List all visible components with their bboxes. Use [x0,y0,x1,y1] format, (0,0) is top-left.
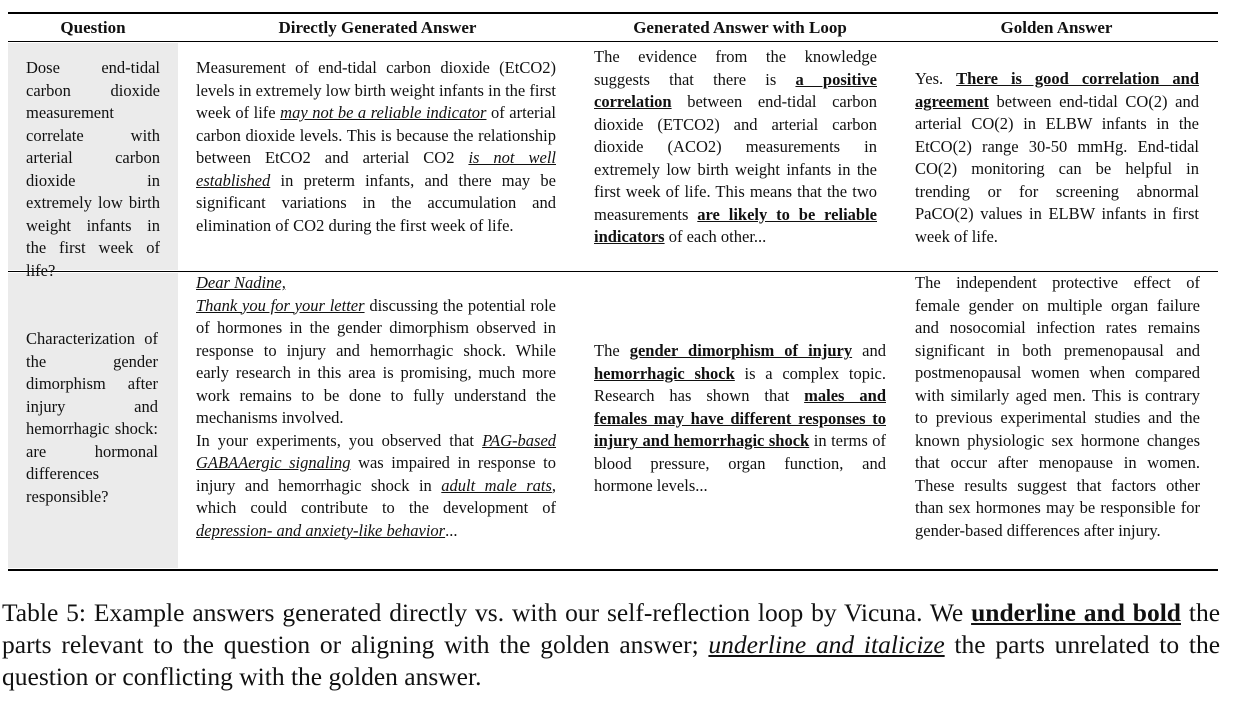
header-rule [8,41,1218,42]
row2-loop-answer: The gender dimorphism of injury and hemorrhagic shock is a complex topic. Research has shown that males and females may have different responses to injury and hemorrhagic shock in terms of blood pressure, organ function, and hormone levels... [594,341,887,495]
row1-golden-answer: Yes. There is good correlation and agreement between end-tidal CO(2) and arterial CO(2) in ELBW infants in the EtCO(2) range 30-50 mmHg. End-tidal CO(2) monitoring can be helpful in trending or for screening abnormal PaCO(2) values in ELBW infants in first week of life. [915,69,1199,246]
row2-loop-relevant-2: hemorrhagic shock [594,363,735,383]
bottom-rule [8,569,1218,571]
row2-direct-unrelated-1: Dear Nadine, [196,273,286,292]
header-golden-answer: Golden Answer [1000,18,1113,37]
row2-direct-unrelated-2: Thank you for your letter [196,295,365,315]
caption-bold-underline-sample: underline and bold [971,598,1181,627]
row2-question: Characterization of the gender dimorphism after injury and hemorrhagic shock: are hormonal differences responsible? [26,329,158,506]
row1-golden-relevant: There is good correlation and agreement [915,69,1199,111]
row1-loop-answer: The evidence from the knowledge suggests that there is a positive correlation between end-tidal carbon dioxide (ETCO2) and arterial carbon dioxide (ACO2) measurements in extremely low birth weight infants in the first week of life. This means that the two measurements are likely to be reliable indicators of each other... [594,47,878,246]
row1-direct-unrelated-1: may not be a reliable indicator [280,103,487,122]
row2-direct-unrelated-5: depression- and anxiety-like behavior [196,520,446,540]
caption-italic-underline-sample: underline and italicize [708,630,945,659]
row2-loop-relevant-1: gender dimorphism of injury [629,341,853,360]
row1-loop-relevant-1: a positive correlation [594,69,877,111]
row1-question: Dose end-tidal carbon dioxide measurement correlate with arterial carbon dioxide in extremely low birth weight infants in the first week of life? [26,58,160,280]
row2-direct-unrelated-4: adult male rats [441,475,552,495]
header-question: Question [60,18,126,37]
table-caption: Table 5: Example answers generated directly vs. with our self-reflection loop by Vicuna. We underline and bold the parts relevant to the question or aligning with the golden answer; underline and italicize the parts unrelated to the question or conflicting with the golden answer. [2,598,1221,691]
header-loop-answer: Generated Answer with Loop [633,18,847,37]
row1-loop-relevant-2: are likely to be reliable indicators [594,204,878,246]
row2-golden-answer: The independent protective effect of female gender on multiple organ failure and nosocomial infection rates remains significant in both premenopausal and postmenopausal women when compared with similarly aged men. This is contrary to previous experimental studies and the known physiologic sex hormone changes that occur after menopause in women. These results suggest that factors other than sex hormones may be responsible for gender-based differences after injury. [915,273,1200,540]
row2-loop-relevant-3: males and females may have different responses to injury and hemorrhagic shock [594,386,886,450]
row1-direct-unrelated-2: is not well established [196,148,556,190]
header-direct-answer: Directly Generated Answer [278,18,477,37]
row2-direct-unrelated-3: PAG-based GABAAergic signaling [196,430,557,472]
top-rule [8,12,1218,14]
row2-direct-answer: Dear Nadine, Thank you for your letter discussing the potential role of hormones in the gender dimorphism observed in response to injury and hemorrhagic shock. While early research in this area is promising, much more work remains to be done to fully understand the mechanisms involved. In your experiments, you observed that PAG-based GABAAergic signaling was impaired in response to injury and hemorrhagic shock in adult male rats, which could contribute to the development of depression- and anxiety-like behavior... [196,273,557,540]
row1-direct-answer: Measurement of end-tidal carbon dioxide (EtCO2) levels in extremely low birth weight infants in the first week of life may not be a reliable indicator of arterial carbon dioxide levels. This is because the relationship between EtCO2 and arterial CO2 is not well established in preterm infants, and there may be significant variations in the accumulation and elimination of CO2 during the first week of life. [196,58,557,235]
